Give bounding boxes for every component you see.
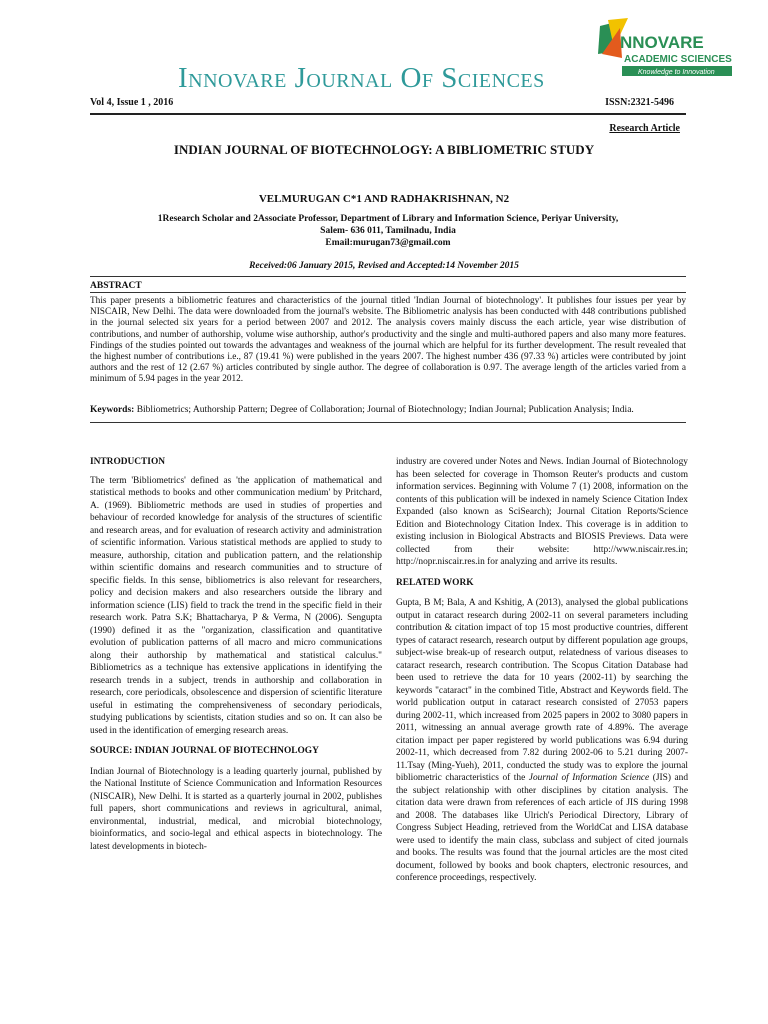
issn: ISSN:2321-5496 (605, 97, 674, 108)
innovare-logo (594, 18, 744, 88)
source-continued-text: industry are covered under Notes and News. Indian Journal of Biotechnology has been selected for coverage in Thomson Reuter's products and custom information services. Beginning with Volume 7 (1) 2008, information on the contents of this publication will be indexed in namely Science Citation Index Expanded (also known as SciSearch); Journal Citation Reports/Science Edition and Biotechnology Citation Index. This coverage is in addition to existing inclusion in Biological Abstracts and BIOSIS Previews. Data were collected from their website: http://www.niscair.res.in; http://nopr.niscair.res.in for analyzing and arrive its results. (396, 457, 688, 567)
affiliation (90, 213, 686, 249)
logo-sub: ACADEMIC SCIENCES (624, 54, 732, 65)
related-work-text (396, 597, 688, 885)
abstract-heading: ABSTRACT (90, 281, 142, 291)
journal-title: Innovare Journal Of Sciences (178, 62, 545, 94)
journal-name-italic: Journal of Information Science (528, 773, 650, 783)
left-column (90, 456, 382, 853)
affiliation-line: 1Research Scholar and 2Associate Professor, Department of Library and Information Science, Periyar University, (157, 214, 619, 224)
article-type: Research Article (609, 123, 680, 134)
keywords-label: Keywords: (90, 405, 135, 415)
right-column (396, 456, 688, 885)
related-work-part: (JIS) and the subject relationship with other disciplines by citation analysis. The citation data were drawn from references of each article of JIS during 1998 and 2008. The databases like Ulrich's Periodical Directory, Library of Congress Subject Heading, retrieved from the WorldCat and LISA database were used to identify the main class, subclass and subject of cited journals and books. The results was found that the journal articles are the most cited document, followed by books and book chapters, electronic resources, and conference proceedings, respectively. (396, 773, 689, 883)
keywords-list: Bibliometrics; Authorship Pattern; Degree of Collaboration; Journal of Biotechnology; Indian Journal; Publication Analysis; India. (134, 405, 634, 415)
volume-issue: Vol 4, Issue 1 , 2016 (90, 97, 174, 108)
affiliation-line: Salem- 636 011, Tamilnadu, India (320, 226, 456, 236)
related-work-part: Gupta, B M; Bala, A and Kshitig, A (2013), analysed the global publications output in cataract research during 2002-11 on several parameters including contribution & citation impact of top 15 most productive countries, different types of cataract research, research output by different population age groups, subject-wise break-up of research output, relatedness of various diseases to cataract research, research contribution. The Scopus Citation Database had been used to retrieve the data for 10 years (2002-11) by searching the keywords "cataract" in the combined Title, Abstract and Keywords field. The world publication output in cataract research consisted of 27053 papers during 2002-11, which increased from 2025 papers in 2002 to 3080 papers in 2011, witnessing an annual average growth rate of 4.89%. The average citation impact per paper registered by world publications was 6.94 during 2002-11, which decreased from 7.82 during 2002-06 to 5.21 during 2007-11.Tsay (Ming-Yueh), 2011, conducted the study was to explore the journal bibliometric characteristics of the (396, 598, 688, 783)
authors: VELMURUGAN C*1 AND RADHAKRISHNAN, N2 (258, 193, 510, 205)
introduction-heading: INTRODUCTION (90, 457, 166, 467)
paper-title: INDIAN JOURNAL OF BIOTECHNOLOGY: A BIBLIOMETRIC STUDY (173, 142, 595, 157)
introduction-text: The term 'Bibliometrics' defined as 'the application of mathematical and statistical methods to books and other communication medium' by Pritchard, A. (1969). Bibliometric methods are used in studies of properties and behaviour of recorded knowledge for analysis of the structures of scientific and research areas, and for evaluation of research activity and administration of scientific information. Various statistical methods are applied to study to measure, authorship, citation and publication pattern, and the relationship within scientific domains and research communities and to structure of specific fields. In this sense, bibliometrics is also relevant for researchers, policy and decision makers and also researchers outside the library and information science (LIS) field to track the trend in the specific field in their research work. Patra S.K; Bhattacharya, P & Verma, N (2006). Sengupta (1990) defined it as the "organization, classification and quantitative evolution of publication patterns of all macro and micro communications along their authorship by mathematical and statistical calculus." Bibliometrics as a technique has extensive applications in identifying the research trends in a subject, trends in authorship and collaboration in research, core periodicals, obsolescence and dispersion of scientific literature useful in estimating the comprehensiveness of secondary periodicals, studying publications by scientists, citation studies and so on. It can also be used in the identification of emerging research areas. (90, 475, 382, 736)
source-text: Indian Journal of Biotechnology is a leading quarterly journal, published by the National Institute of Science Communication and Information Resources (NISCAIR), New Delhi. It is started as a quarterly journal in 2002, publishes full papers, short communications and reviews in agricultural, animal, environmental, industrial, medical, and microbial biotechnology, bioinformatics, and socio-legal and ethical aspects in biotechnology. The latest developments in biotech- (90, 766, 382, 852)
received-dates: Received:06 January 2015, Revised and Accepted:14 November 2015 (249, 261, 519, 271)
logo-name: NNOVARE (620, 33, 704, 52)
abstract-heading-rule (90, 292, 686, 293)
abstract-text: This paper presents a bibliometric features and characteristics of the journal titled 'Indian Journal of biotechnology'. It publishes four issues per year by NISCAIR, New Delhi. The data were downloaded from the journal's website. The Bibliometric analysis has been conducted with 448 contributions published in the journal selected six years for a period between 2007 and 2012. The analysis covers mainly discuss the each article, year wise distribution of contributions, and number of authorship, volume wise authorship, author's productivity and the single and multi-authored papers and also many more features. Findings of the studies pointed out towards the advantages and weakness of the journal which are helpful for its further development. The result revealed that the highest number of contributions i.e., 87 (19.41 %) were published in the years 2007. The highest number 436 (97.33 %) articles were contributed by joint authors and the rest of 12 (2.67 %) articles contributed by single author. The degree of collaboration is 0.97. The average length of the articles varied from a minimum of 5.94 pages in the year 2012. (90, 296, 686, 385)
header-rule (90, 113, 686, 115)
affiliation-email: Email:murugan73@gmail.com (325, 238, 451, 248)
logo-tagline: Knowledge to Innovation (638, 69, 715, 76)
keywords-rule (90, 422, 686, 423)
related-work-heading: RELATED WORK (396, 577, 474, 588)
source-heading: SOURCE: INDIAN JOURNAL OF BIOTECHNOLOGY (90, 746, 319, 756)
keywords (90, 404, 686, 416)
abstract-top-rule (90, 276, 686, 277)
